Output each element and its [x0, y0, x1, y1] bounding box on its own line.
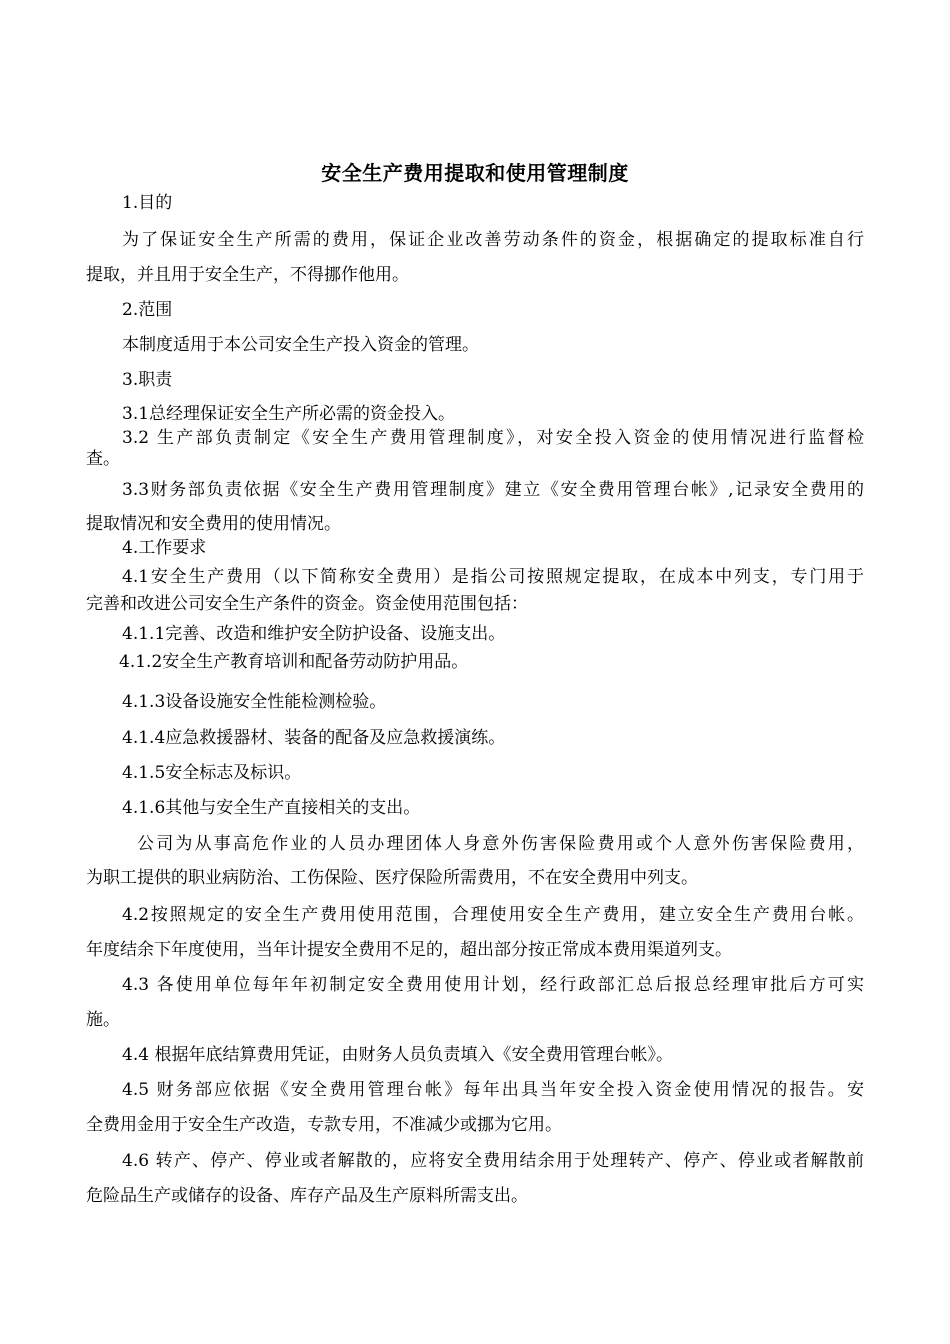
list-item: 4.1.6其他与安全生产直接相关的支出。 — [122, 798, 421, 818]
paragraph-line: 年度结余下年度使用，当年计提安全费用不足的，超出部分按正常成本费用渠道列支。 — [86, 940, 732, 960]
section-heading-purpose: 1.目的 — [122, 193, 173, 213]
paragraph-line: 3.2 生产部负责制定《安全生产费用管理制度》，对安全投入资金的使用情况进行监督检 — [122, 428, 864, 448]
paragraph-line: 施。 — [86, 1010, 120, 1030]
list-item: 4.1.2安全生产教育培训和配备劳动防护用品。 — [119, 652, 469, 672]
section-heading-duties: 3.职责 — [122, 370, 173, 390]
section-heading-scope: 2.范围 — [122, 300, 173, 320]
section-heading-requirements: 4.工作要求 — [122, 538, 207, 558]
paragraph-line: 提取情况和安全费用的使用情况。 — [86, 514, 341, 534]
list-item: 4.1.3设备设施安全性能检测检验。 — [122, 692, 387, 712]
list-item: 4.1.5安全标志及标识。 — [122, 763, 302, 783]
paragraph-line: 全费用金用于安全生产改造，专款专用，不准减少或挪为它用。 — [86, 1115, 562, 1135]
paragraph-line: 3.1总经理保证安全生产所必需的资金投入。 — [122, 404, 456, 424]
paragraph-line: 4.6 转产、停产、停业或者解散的，应将安全费用结余用于处理转产、停产、停业或者解散前 — [122, 1151, 864, 1171]
list-item: 4.1.4应急救援器材、装备的配备及应急救援演练。 — [122, 728, 506, 748]
paragraph-line: 公司为从事高危作业的人员办理团体人身意外伤害保险费用或个人意外伤害保险费用， — [137, 834, 864, 854]
paragraph-line: 本制度适用于本公司安全生产投入资金的管理。 — [122, 335, 479, 355]
paragraph-line: 4.3 各使用单位每年年初制定安全费用使用计划，经行政部汇总后报总经理审批后方可实 — [122, 975, 864, 995]
paragraph-line: 4.4 根据年底结算费用凭证，由财务人员负责填入《安全费用管理台帐》。 — [122, 1045, 673, 1065]
list-item: 4.1.1完善、改造和维护安全防护设备、设施支出。 — [122, 624, 506, 644]
paragraph-line: 完善和改进公司安全生产条件的资金。资金使用范围包括： — [86, 594, 528, 614]
paragraph-line: 4.5 财务部应依据《安全费用管理台帐》每年出具当年安全投入资金使用情况的报告。安 — [122, 1080, 864, 1100]
paragraph-line: 查。 — [86, 449, 120, 469]
paragraph-line: 4.2按照规定的安全生产费用使用范围，合理使用安全生产费用，建立安全生产费用台帐。 — [122, 905, 864, 925]
paragraph-line: 危险品生产或储存的设备、库存产品及生产原料所需支出。 — [86, 1186, 528, 1206]
paragraph-line: 4.1安全生产费用（以下简称安全费用）是指公司按照规定提取，在成本中列支，专门用于 — [122, 567, 864, 587]
paragraph-line: 为了保证安全生产所需的费用，保证企业改善劳动条件的资金，根据确定的提取标准自行 — [122, 230, 864, 250]
paragraph-line: 为职工提供的职业病防治、工伤保险、医疗保险所需费用，不在安全费用中列支。 — [86, 868, 698, 888]
document-title: 安全生产费用提取和使用管理制度 — [321, 161, 629, 185]
paragraph-line: 3.3财务部负责依据《安全生产费用管理制度》建立《安全费用管理台帐》,记录安全费用的 — [122, 480, 864, 500]
paragraph-line: 提取，并且用于安全生产，不得挪作他用。 — [86, 265, 409, 285]
